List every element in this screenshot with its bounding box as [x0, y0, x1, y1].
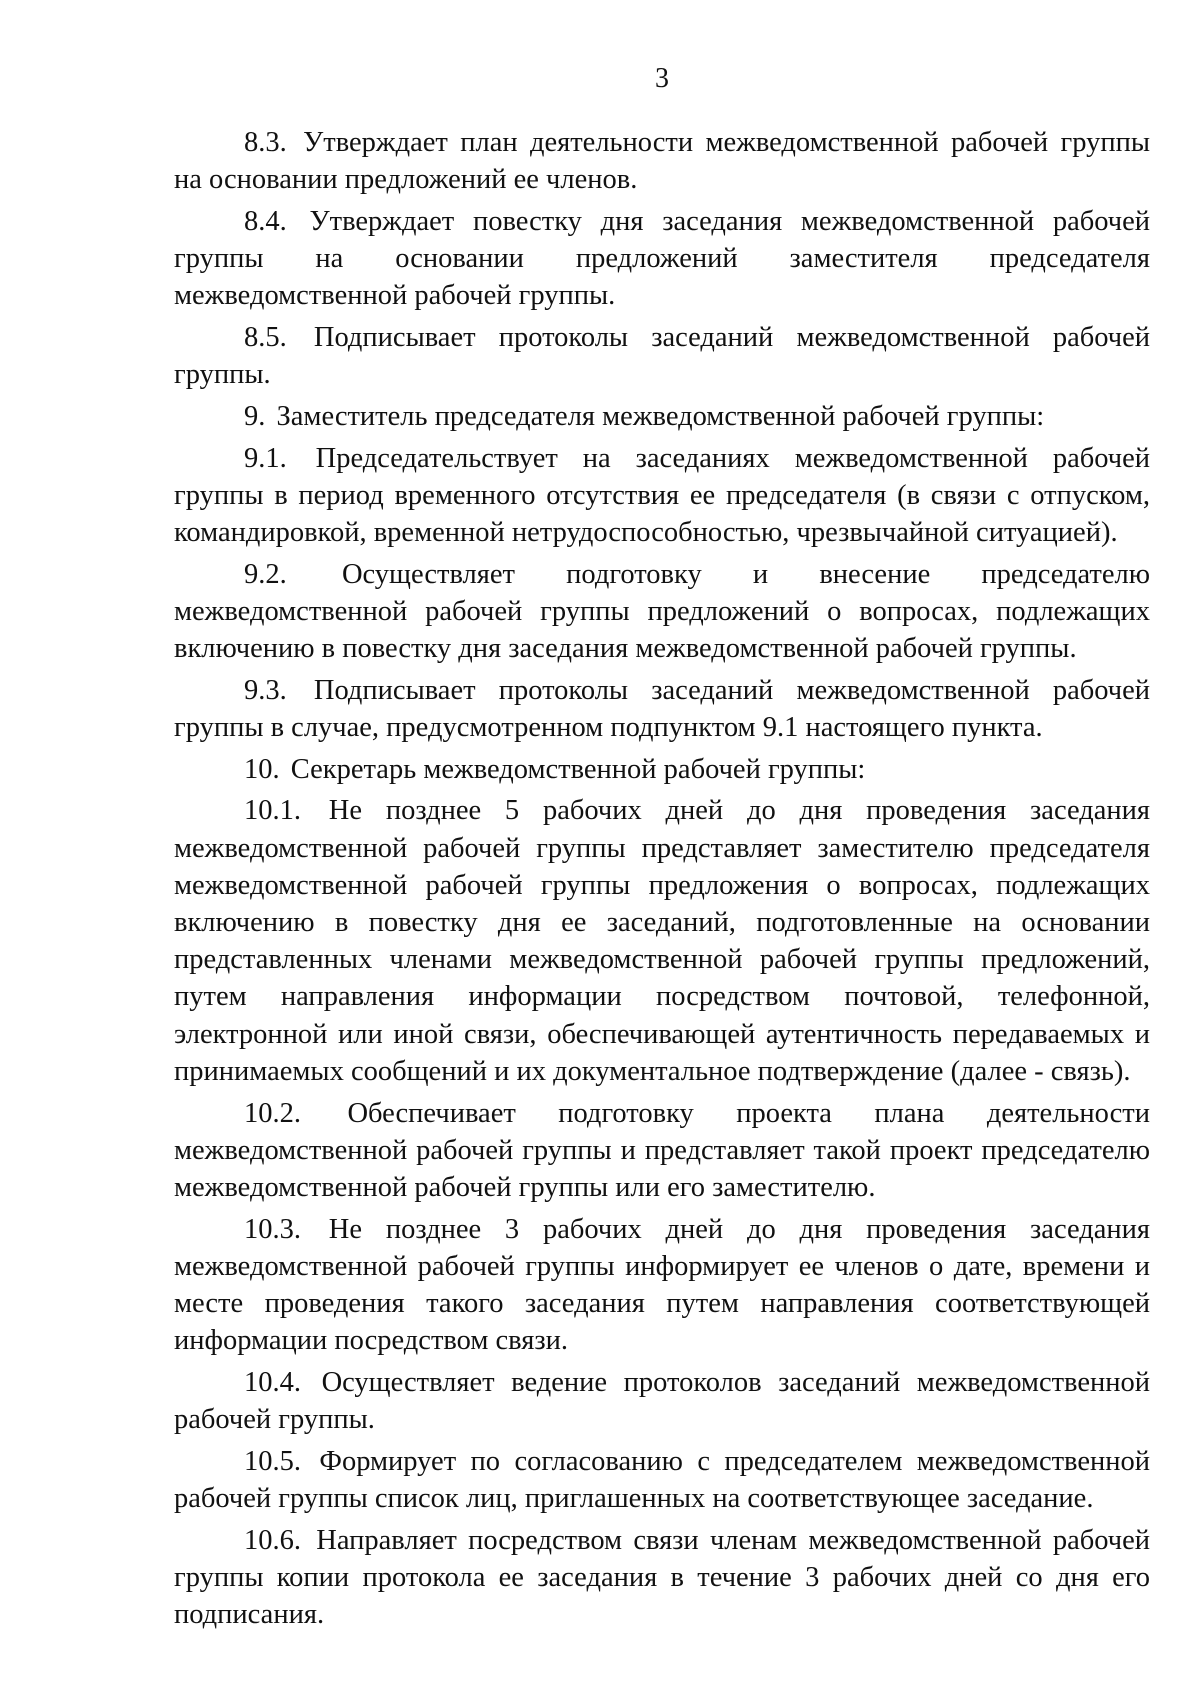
paragraph-10-1 — [174, 792, 1150, 1090]
paragraph-text: Подписывает протоколы заседаний межведомственной рабочей группы в случае, предусмотренном подпунктом 9.1 настоящего пункта. — [174, 674, 1150, 744]
paragraph-text: Подписывает протоколы заседаний межведомственной рабочей группы. — [174, 322, 1150, 391]
paragraph-10-3 — [174, 1211, 1150, 1360]
paragraph-number: 8.3. — [244, 127, 287, 158]
paragraph-text: Не позднее 5 рабочих дней до дня проведения заседания межведомственной рабочей группы представляет заместителю председателя межведомственной рабочей группы предложения о вопросах, подлежащих включению в повестку дня ее заседаний, подготовленные на основании представленных членами межведомственной рабочей группы предложений, путем направления информации посредством почтовой, телефонной, электронной или иной связи, обеспечивающей аутентичность передаваемых и принимаемых сообщений и их документальное подтверждение (далее - связь). — [174, 795, 1150, 1087]
paragraph-number: 9.2. — [244, 558, 287, 590]
paragraph-text: Осуществляет ведение протоколов заседаний межведомственной рабочей группы. — [174, 1367, 1151, 1436]
paragraph-8-4 — [174, 203, 1150, 315]
document-body — [174, 124, 1150, 1638]
paragraph-text: Председательствует на заседаниях межведомственной рабочей группы в период временного отсутствия ее председателя (в связи с отпуском, командировкой, временной нетрудоспособностью, чрезвычайной ситуацией). — [174, 442, 1151, 549]
paragraph-9 — [174, 398, 1150, 435]
paragraph-number: 9.1. — [244, 442, 287, 474]
paragraph-text: Утверждает план деятельности межведомственной рабочей группы на основании предложений ее членов. — [174, 127, 1150, 196]
page-number: 3 — [655, 63, 669, 94]
paragraph-number: 10. — [244, 753, 280, 785]
paragraph-text: Формирует по согласованию с председателем межведомственной рабочей группы список лиц, приглашенных на соответствующее заседание. — [174, 1445, 1150, 1515]
paragraph-text: Заместитель председателя межведомственной рабочей группы: — [276, 400, 1045, 432]
paragraph-text: Обеспечивает подготовку проекта плана деятельности межведомственной рабочей группы и представляет такой проект председателю межведомственной рабочей группы или его заместителю. — [174, 1097, 1150, 1203]
paragraph-number: 9.3. — [244, 674, 287, 706]
paragraph-9-1 — [174, 440, 1150, 552]
paragraph-number: 8.5. — [244, 322, 287, 354]
document-page — [174, 0, 1150, 1696]
paragraph-10 — [174, 751, 1150, 788]
paragraph-9-3 — [174, 672, 1150, 746]
paragraph-9-2 — [174, 556, 1150, 668]
paragraph-number: 10.5. — [244, 1445, 301, 1477]
paragraph-number: 8.4. — [244, 205, 287, 237]
paragraph-8-5 — [174, 319, 1150, 393]
paragraph-number: 9. — [244, 400, 266, 432]
paragraph-number: 10.2. — [244, 1097, 301, 1129]
paragraph-number: 10.4. — [244, 1367, 301, 1398]
paragraph-text: Утверждает повестку дня заседания межведомственной рабочей группы на основании предложений заместителя председателя межведомственной рабочей группы. — [174, 205, 1151, 312]
paragraph-text: Направляет посредством связи членам межведомственной рабочей группы копии протокола ее заседания в течение 3 рабочих дней со дня его подписания. — [174, 1524, 1151, 1631]
paragraph-10-4 — [174, 1364, 1150, 1438]
paragraph-8-3 — [174, 124, 1150, 198]
paragraph-number: 10.6. — [244, 1524, 301, 1556]
paragraph-text: Не позднее 3 рабочих дней до дня проведения заседания межведомственной рабочей группы информирует ее членов о дате, времени и месте проведения такого заседания путем направления соответствующей информации посредством связи. — [174, 1213, 1150, 1357]
paragraph-10-6 — [174, 1522, 1150, 1634]
paragraph-number: 10.3. — [244, 1213, 301, 1245]
paragraph-text: Секретарь межведомственной рабочей группы: — [290, 753, 866, 785]
paragraph-10-2 — [174, 1095, 1150, 1207]
paragraph-10-5 — [174, 1443, 1150, 1517]
paragraph-number: 10.1. — [244, 795, 301, 827]
paragraph-text: Осуществляет подготовку и внесение председателю межведомственной рабочей группы предложений о вопросах, подлежащих включению в повестку дня заседания межведомственной рабочей группы. — [174, 558, 1150, 665]
